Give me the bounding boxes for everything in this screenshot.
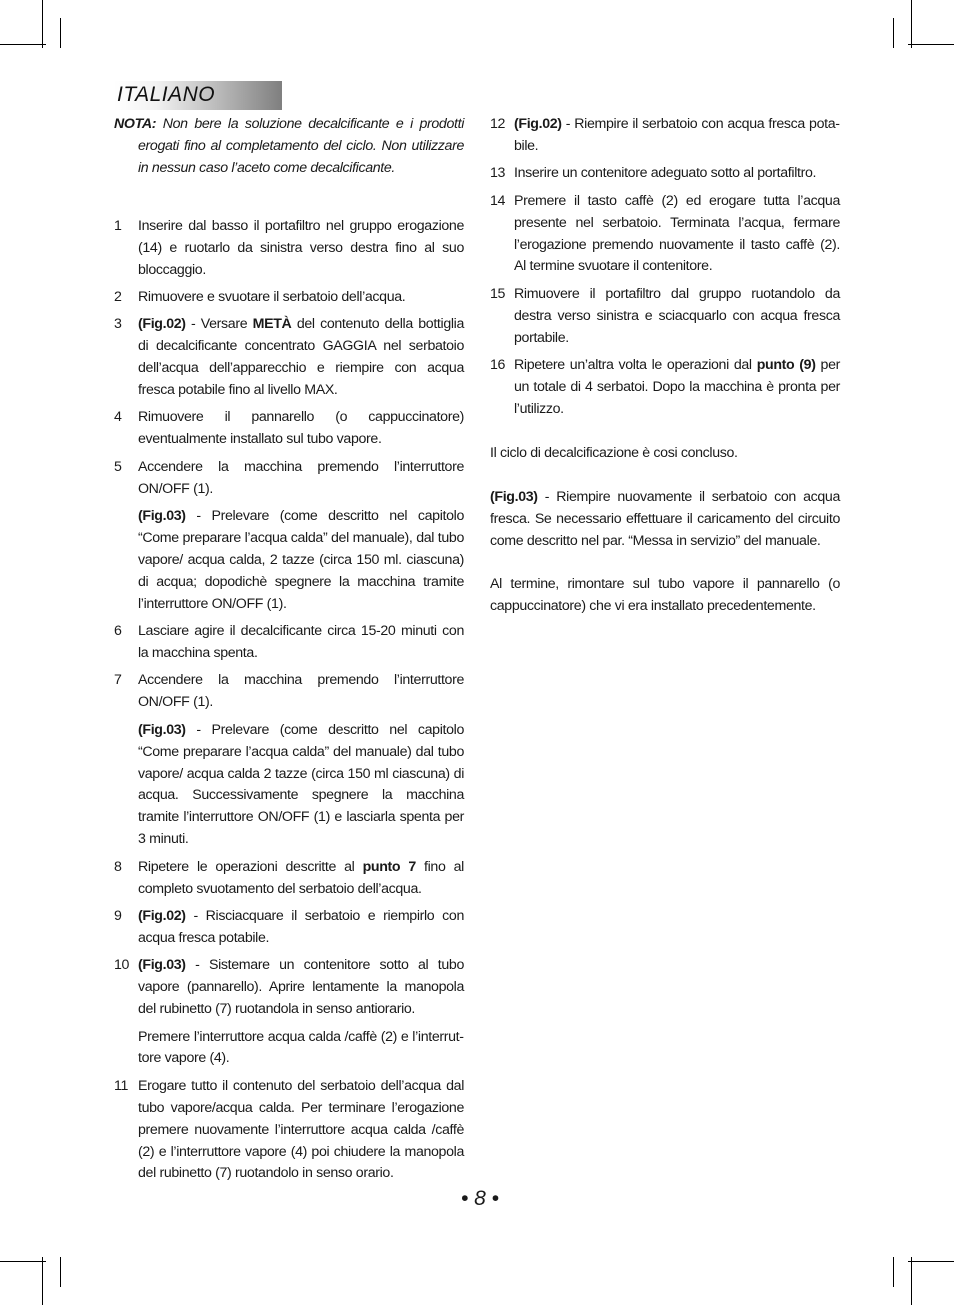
step-2 — [114, 287, 464, 309]
crop-mark — [42, 0, 43, 48]
step-text: (Fig.02) - Risciacquare il serbatoio e riempirlo con acqua fresca potabile. — [138, 908, 464, 946]
step-12 — [490, 114, 840, 158]
step-number: 12 — [490, 116, 506, 132]
keyword: METÀ — [252, 316, 292, 333]
page-number: • 8 • — [460, 1187, 500, 1210]
step-9 — [114, 906, 464, 950]
step-number: 14 — [490, 192, 506, 209]
crop-mark — [911, 0, 912, 48]
step-text: Accendere la macchina premendo l’interruttore ON/OFF (1). — [138, 458, 464, 497]
step-text: Lasciare agire il decalcificante circa 15-20 minuti con la macchina spenta. — [138, 623, 464, 662]
step-subtext: Premere l’interruttore acqua calda /caffè (2) e l’interruttore vapore (4). — [138, 1028, 464, 1067]
step-number: 13 — [490, 165, 506, 182]
crop-mark — [908, 44, 954, 45]
crop-mark — [908, 1261, 954, 1262]
step-5 — [114, 457, 464, 616]
step-text: Premere il tasto caffè (2) ed erogare tutta l’acqua presente nel serbatoio. Terminata l’acqua, fermare l’erogazione premendo nuovamente il tasto caffè (2). Al termine svuotare il contenitore. — [514, 192, 840, 275]
crop-mark — [911, 1257, 912, 1305]
step-8 — [114, 857, 464, 901]
step-text: (Fig.03) - Sistemare un contenitore sotto al tubo vapore (pannarello). Aprire lentamente la manopola del rubinetto (7) ruotandola in senso antiorario. — [138, 957, 464, 1018]
step-number: 15 — [490, 285, 506, 302]
figure-reference: (Fig.03) — [138, 508, 186, 525]
step-text: Rimuovere il pannarello (o cappuccinatore) eventualmente installato sul tubo vapore. — [138, 409, 464, 448]
step-text: Accendere la macchina premendo l’interruttore ON/OFF (1). — [138, 672, 464, 711]
step-number: 16 — [490, 357, 506, 374]
crop-mark — [893, 1257, 894, 1287]
step-16 — [490, 355, 840, 421]
language-label: ITALIANO — [117, 83, 216, 106]
step-6 — [114, 621, 464, 665]
step-number: 8 — [114, 858, 122, 875]
step-number: 7 — [114, 672, 122, 689]
keyword: punto (9) — [756, 357, 816, 374]
step-text: Ripetere un’altra volta le operazioni dal punto (9) per un totale di 4 serbatoi. Dopo la macchina è pronta per l’utilizzo. — [514, 357, 840, 417]
step-15 — [490, 284, 840, 350]
step-number: 5 — [114, 458, 122, 475]
note-text: Non bere la soluzione decalcificante e i prodotti erogati fino al completamento del ciclo. Non utilizzare in nessun caso l’aceto come decalcificante. — [138, 116, 464, 176]
step-subtext: (Fig.03) - Prelevare (come descritto nel capitolo “Come preparare l’acqua calda” del manuale) dal tubo vapore/ acqua calda 2 tazze (circa 150 ml ciascuna) di acqua. Successivamente spegnere la macchina tramite l’interruttore ON/OFF (1) e lasciarla spenta per 3 minuti. — [138, 721, 464, 848]
figure-reference: (Fig.03) — [490, 488, 538, 505]
step-10 — [114, 955, 464, 1070]
cycle-complete-text: Il ciclo di decalcificazione è cosi concluso. — [490, 444, 738, 461]
step-text: Rimuovere il portafiltro dal gruppo ruotandolo da destra verso sinistra e sciacquarlo con acqua fresca portabile. — [514, 285, 840, 346]
language-tab — [114, 81, 282, 110]
step-text: Ripetere le operazioni descritte al punto 7 fino al completo svuotamento del serbatoio dell’acqua. — [138, 858, 464, 897]
right-column — [490, 114, 840, 618]
refill-paragraph: (Fig.03) - Riempire nuovamente il serbatoio con acqua fresca. Se necessario effettuare il caricamento del circuito come descritto nel par. “Messa in servizio” del manuale. — [490, 488, 840, 549]
step-number: 4 — [114, 409, 122, 426]
step-7 — [114, 670, 464, 851]
steps-list-left — [114, 216, 464, 1186]
step-text: Inserire dal basso il portafiltro nel gruppo erogazione (14) e ruotarlo da sinistra verso destra fino al suo bloccaggio. — [138, 217, 464, 278]
crop-mark — [893, 18, 894, 48]
step-text: Rimuovere e svuotare il serbatoio dell’acqua. — [138, 288, 406, 305]
step-number: 1 — [114, 217, 122, 234]
step-11 — [114, 1076, 464, 1186]
crop-mark — [60, 1257, 61, 1287]
step-number: 3 — [114, 316, 122, 333]
figure-reference: (Fig.03) — [138, 957, 186, 974]
step-3 — [114, 314, 464, 402]
step-text: (Fig.02) - Versare METÀ del contenuto della bottiglia di decalcificante concentrato GAGGIA nel serbatoio dell’acqua dell’apparecchio e riempire con acqua fresca potabile fino al livello MAX. — [138, 316, 465, 399]
left-column — [114, 114, 464, 1191]
note-paragraph — [114, 114, 464, 180]
crop-mark — [0, 1261, 46, 1262]
step-number: 6 — [114, 623, 122, 640]
step-number: 10 — [114, 957, 130, 974]
step-text: (Fig.02) - Riempire il serbatoio con acqua fresca potabile. — [514, 116, 840, 154]
crop-mark — [60, 18, 61, 48]
crop-mark — [42, 1257, 43, 1305]
step-number: 2 — [114, 288, 122, 305]
crop-mark — [0, 44, 46, 45]
step-number: 9 — [114, 908, 122, 924]
step-text: Inserire un contenitore adeguato sotto al portafiltro. — [514, 165, 817, 182]
step-1 — [114, 216, 464, 282]
step-4 — [114, 407, 464, 451]
step-text: Erogare tutto il contenuto del serbatoio dell’acqua dal tubo vapore/acqua calda. Per terminare l’erogazione premere nuovamente l’interruttore acqua calda /caffè (2) e l’interruttore vapore (4) poi chiudere la manopola del rubinetto (7) ruotandolo in senso orario. — [138, 1077, 464, 1182]
figure-reference: (Fig.02) — [138, 908, 186, 924]
steps-list-right — [490, 114, 840, 421]
step-subtext: (Fig.03) - Prelevare (come descritto nel capitolo “Come preparare l’acqua calda” del manuale), dal tubo vapore/ acqua calda, 2 tazze (circa 150 ml. ciascuna) di acqua; dopodichè spegnere la macchina tramite l’interruttore ON/OFF (1). — [138, 508, 464, 612]
figure-reference: (Fig.02) — [514, 116, 562, 132]
step-14 — [490, 191, 840, 279]
remount-paragraph: Al termine, rimontare sul tubo vapore il pannarello (o cappuccinatore) che vi era installato precedentemente. — [490, 576, 840, 615]
step-number: 11 — [114, 1077, 129, 1094]
step-13 — [490, 163, 840, 185]
keyword: punto 7 — [362, 858, 416, 875]
figure-reference: (Fig.02) — [138, 316, 186, 333]
figure-reference: (Fig.03) — [138, 721, 186, 738]
note-label: NOTA: — [114, 116, 157, 132]
